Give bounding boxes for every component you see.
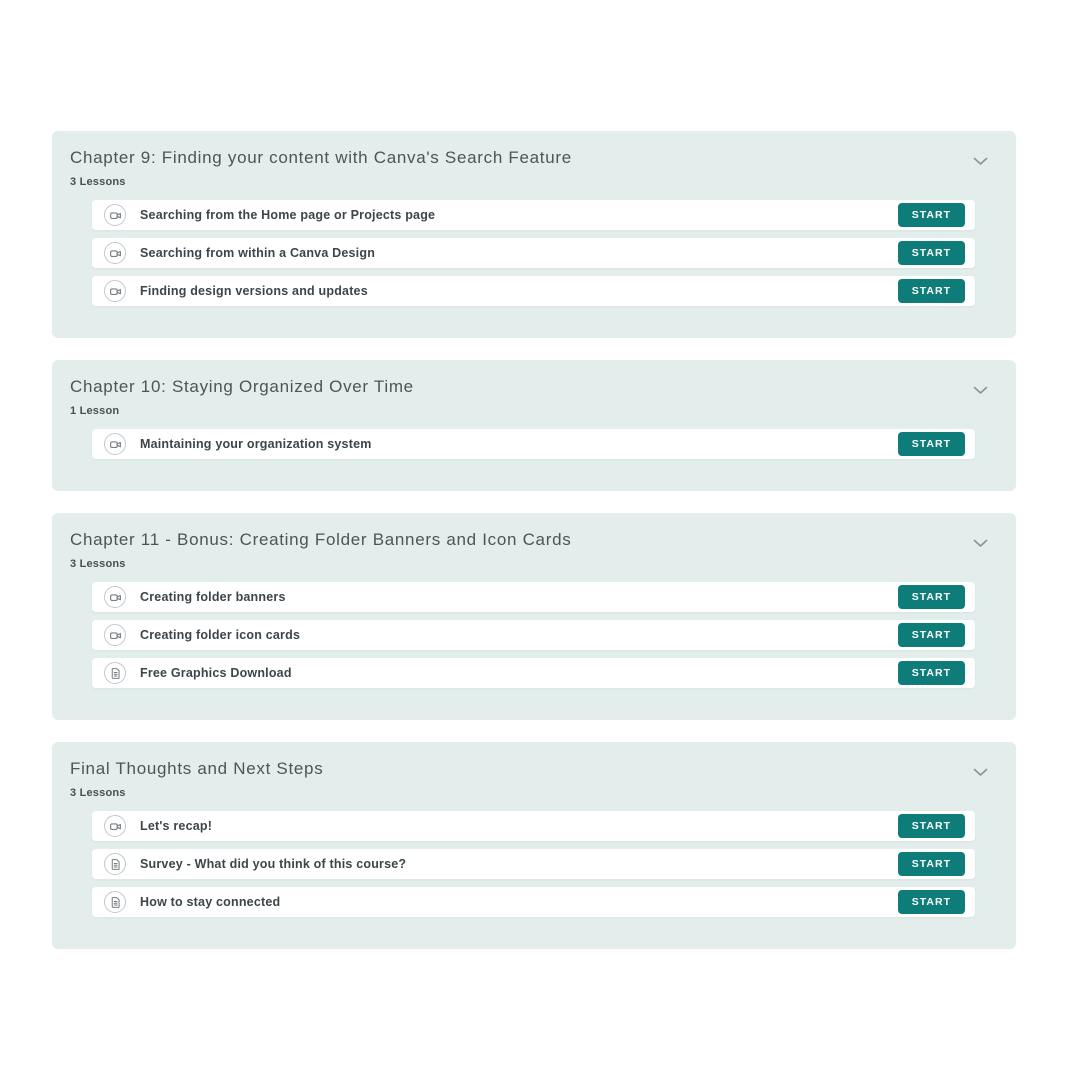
video-lesson-icon (104, 815, 126, 837)
lesson-list (92, 582, 975, 688)
document-lesson-icon (104, 853, 126, 875)
document-lesson-icon (104, 891, 126, 913)
chevron-down-icon[interactable] (972, 153, 988, 169)
lesson-row[interactable] (92, 276, 975, 306)
chapter-section (52, 360, 1016, 491)
lesson-row[interactable] (92, 811, 975, 841)
chapter-section (52, 742, 1016, 949)
video-lesson-icon (104, 280, 126, 302)
chevron-down-icon[interactable] (972, 535, 988, 551)
lesson-list (92, 200, 975, 306)
lesson-title: Free Graphics Download (140, 666, 292, 680)
lesson-row[interactable] (92, 429, 975, 459)
lesson-list (92, 811, 975, 917)
lesson-row[interactable] (92, 658, 975, 688)
lesson-row[interactable] (92, 887, 975, 917)
lesson-title: Searching from within a Canva Design (140, 246, 376, 260)
lesson-list (92, 429, 975, 459)
start-button[interactable]: START (898, 203, 965, 227)
lesson-count: 1 Lesson (70, 405, 120, 417)
lesson-title: Survey - What did you think of this course? (140, 857, 407, 871)
lesson-title: Creating folder icon cards (140, 628, 301, 642)
lesson-row[interactable] (92, 620, 975, 650)
start-button[interactable]: START (898, 661, 965, 685)
chapter-section (52, 513, 1016, 720)
lesson-count: 3 Lessons (70, 558, 126, 570)
lesson-count: 3 Lessons (70, 176, 126, 188)
start-button[interactable]: START (898, 623, 965, 647)
start-button[interactable]: START (898, 852, 965, 876)
start-button[interactable]: START (898, 890, 965, 914)
start-button[interactable]: START (898, 241, 965, 265)
chapter-title: Chapter 9: Finding your content with Canva's Search Feature (70, 148, 572, 167)
course-curriculum (52, 131, 1016, 971)
video-lesson-icon (104, 433, 126, 455)
lesson-title: How to stay connected (140, 895, 281, 909)
video-lesson-icon (104, 242, 126, 264)
lesson-row[interactable] (92, 200, 975, 230)
lesson-count: 3 Lessons (70, 787, 126, 799)
chapter-title: Chapter 11 - Bonus: Creating Folder Banners and Icon Cards (70, 530, 572, 549)
lesson-title: Maintaining your organization system (140, 437, 372, 451)
video-lesson-icon (104, 204, 126, 226)
lesson-row[interactable] (92, 582, 975, 612)
lesson-title: Searching from the Home page or Projects page (140, 208, 436, 222)
lesson-title: Creating folder banners (140, 590, 286, 604)
document-lesson-icon (104, 662, 126, 684)
chevron-down-icon[interactable] (972, 764, 988, 780)
chapter-section (52, 131, 1016, 338)
lesson-row[interactable] (92, 238, 975, 268)
lesson-title: Let's recap! (140, 819, 213, 833)
chevron-down-icon[interactable] (972, 382, 988, 398)
chapter-title: Final Thoughts and Next Steps (70, 759, 324, 778)
video-lesson-icon (104, 586, 126, 608)
lesson-row[interactable] (92, 849, 975, 879)
start-button[interactable]: START (898, 814, 965, 838)
video-lesson-icon (104, 624, 126, 646)
start-button[interactable]: START (898, 585, 965, 609)
chapter-title: Chapter 10: Staying Organized Over Time (70, 377, 414, 396)
start-button[interactable]: START (898, 279, 965, 303)
start-button[interactable]: START (898, 432, 965, 456)
lesson-title: Finding design versions and updates (140, 284, 368, 298)
